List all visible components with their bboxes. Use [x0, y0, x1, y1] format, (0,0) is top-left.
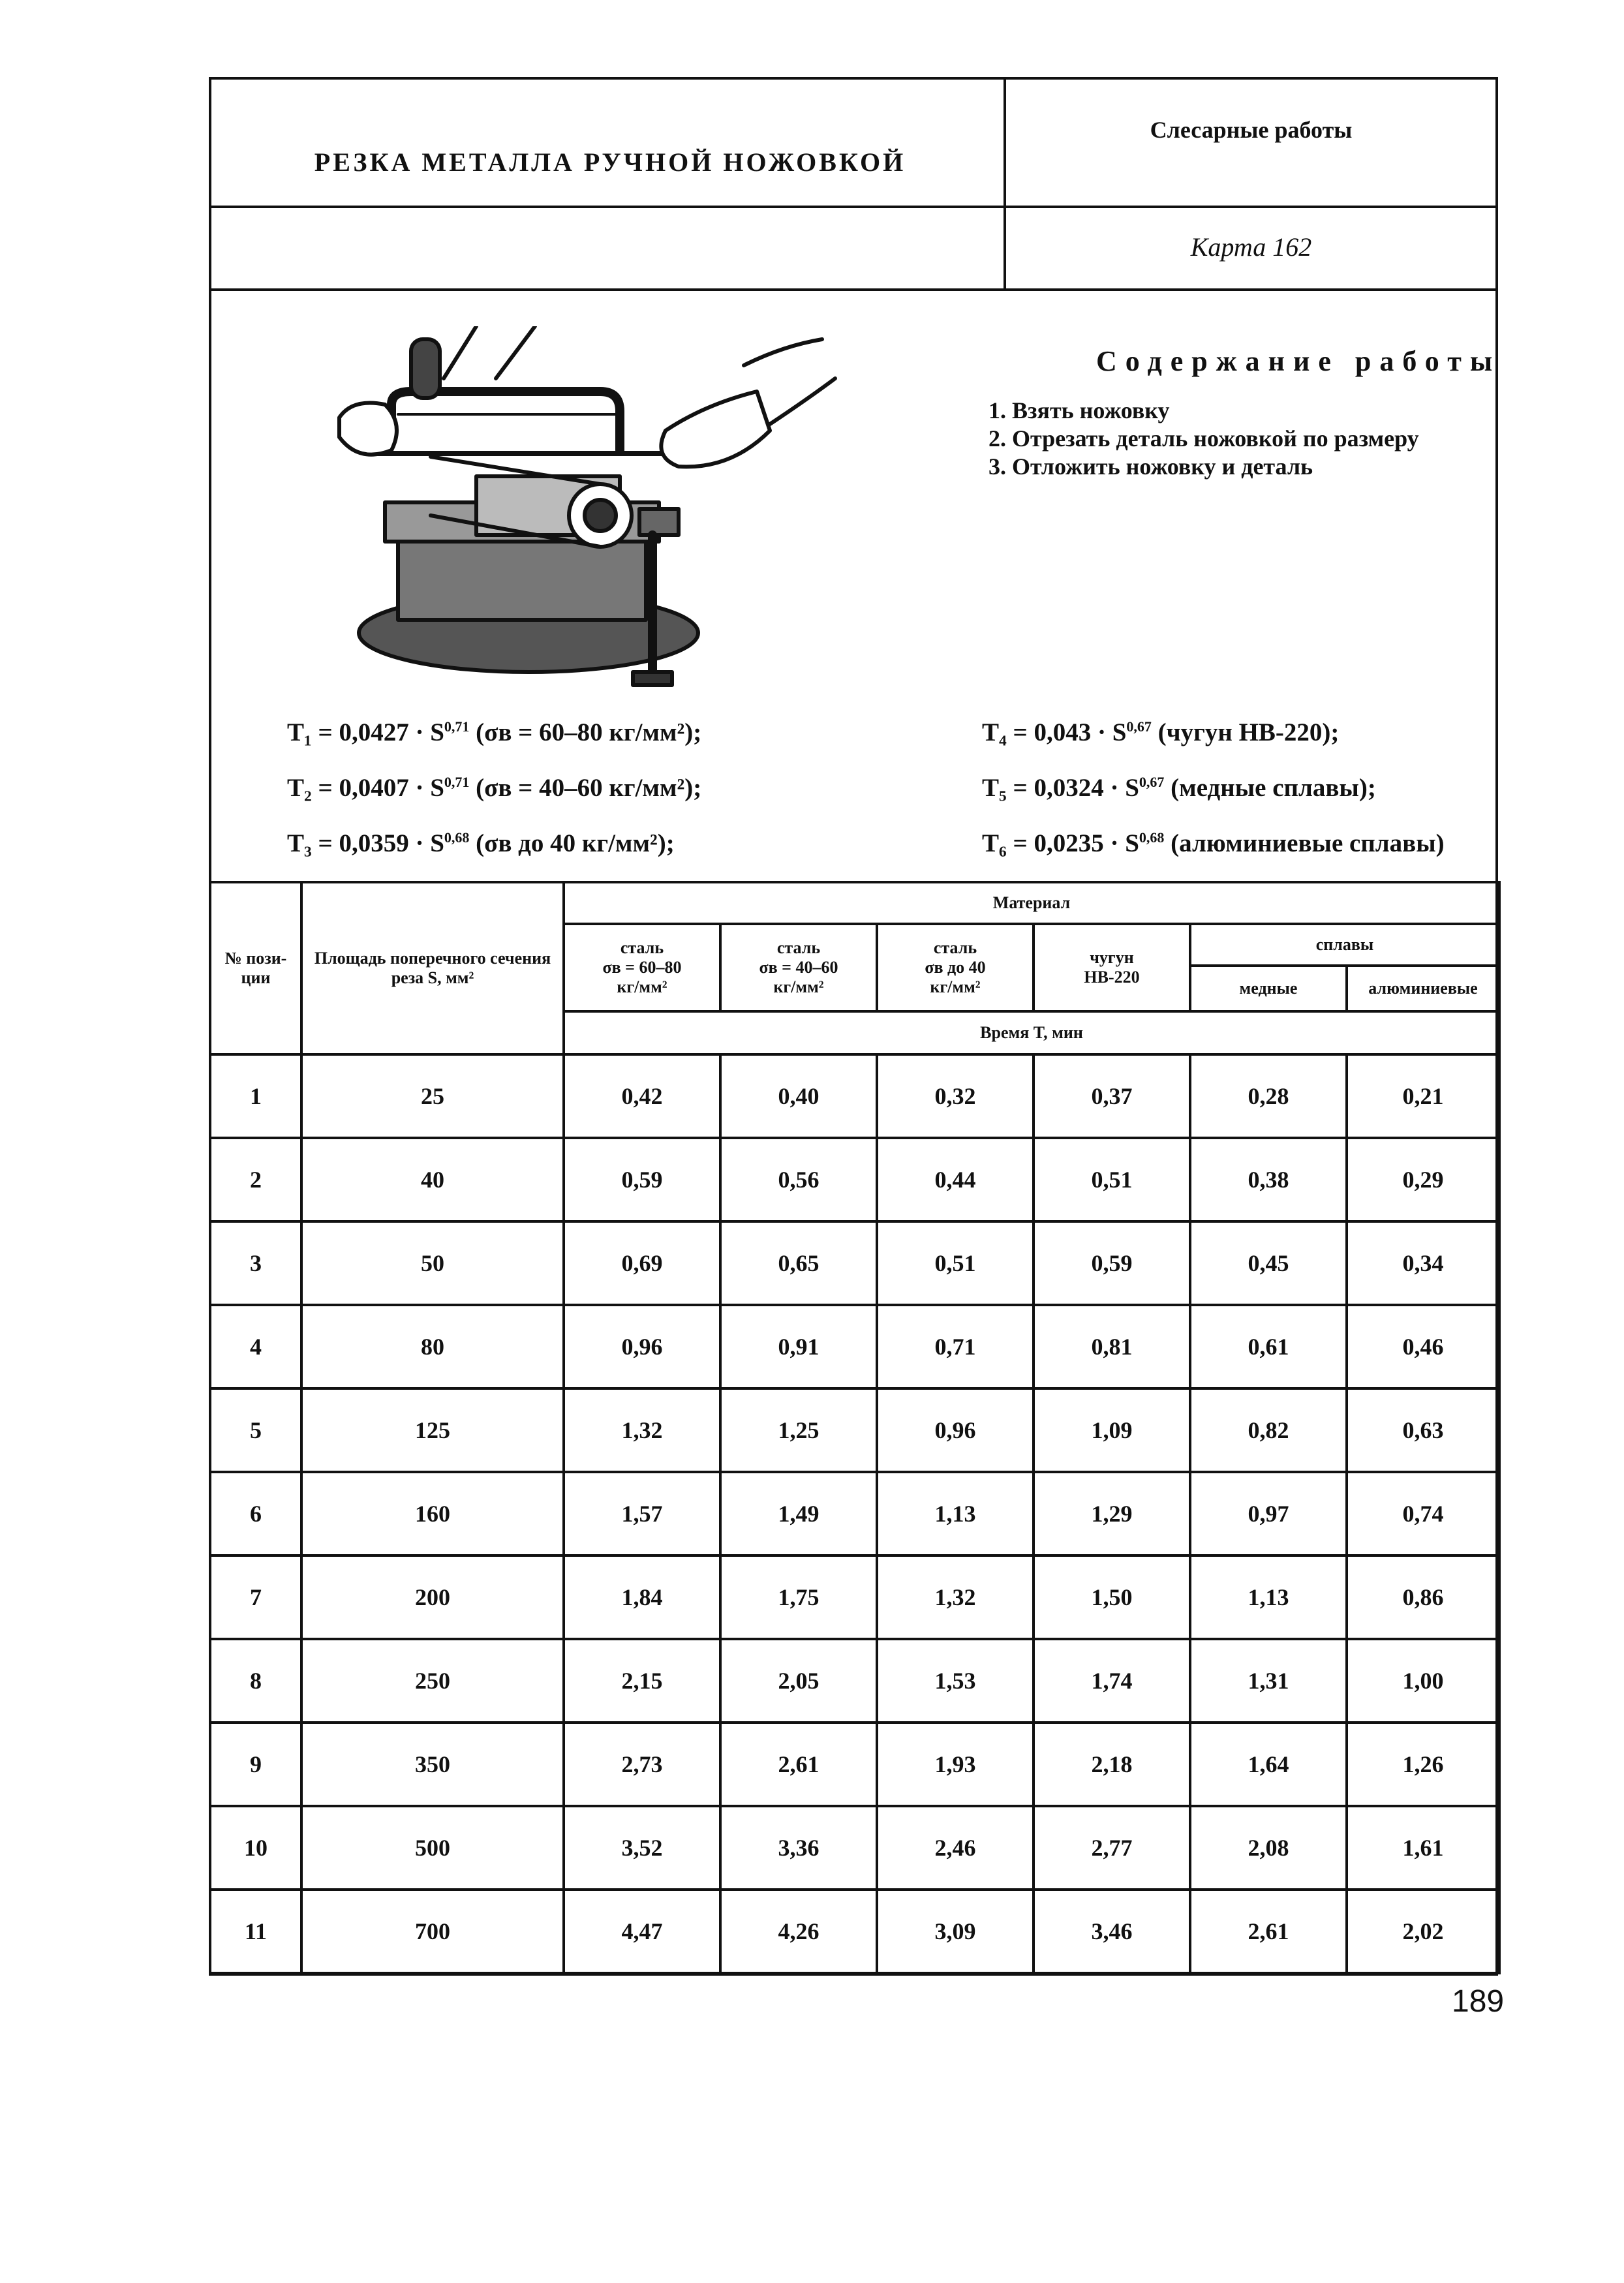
table-cell: 1,84	[564, 1555, 720, 1639]
table-cell: 1,09	[1034, 1388, 1190, 1472]
table-cell: 0,28	[1190, 1054, 1347, 1138]
formula-t4: T₄ = 0,043 · S$^{0,67}$ (чугун НВ-220);	[982, 718, 1340, 746]
table-cell: 3,09	[877, 1890, 1034, 1973]
work-content-title: Содержание работы	[1096, 345, 1501, 377]
header-line: сталь	[933, 938, 977, 958]
table-cell: 7	[210, 1555, 301, 1639]
header-line: σв = 60–80	[602, 958, 682, 977]
table-cell: 6	[210, 1472, 301, 1555]
table-row	[210, 1555, 1499, 1639]
table-cell: 2,46	[877, 1806, 1034, 1890]
table-cell: 0,91	[720, 1305, 877, 1388]
table-cell: 40	[301, 1138, 564, 1221]
table-cell: 1,29	[1034, 1472, 1190, 1555]
table-cell: 0,96	[564, 1305, 720, 1388]
table-cell: 2,02	[1347, 1890, 1499, 1973]
table-cell: 2,08	[1190, 1806, 1347, 1890]
table-cell: 1,93	[877, 1723, 1034, 1806]
formula-t5: T₅ = 0,0324 · S$^{0,67}$ (медные сплавы);	[982, 774, 1376, 802]
table-cell: 2,77	[1034, 1806, 1190, 1890]
table-row	[210, 1472, 1499, 1555]
header-right-divider	[1005, 206, 1498, 208]
formula-t1: T₁ = 0,0427 · S$^{0,71}$ (σв = 60–80 кг/мм²);	[287, 718, 702, 746]
formula-coef: 0,0407 · S	[339, 774, 444, 802]
formula-exponent: 0,67	[1126, 718, 1152, 735]
table-cell: 0,44	[877, 1138, 1034, 1221]
table-cell: 9	[210, 1723, 301, 1806]
formula-t3: T₃ = 0,0359 · S$^{0,68}$ (σв до 40 кг/мм²);	[287, 829, 675, 857]
formula-lhs: T₁	[287, 718, 312, 746]
formula-condition: (чугун НВ-220);	[1157, 718, 1340, 746]
steel-60-80-header	[564, 924, 720, 1011]
table-cell: 200	[301, 1555, 564, 1639]
table-cell: 250	[301, 1639, 564, 1723]
table-cell: 0,32	[877, 1054, 1034, 1138]
table-cell: 0,46	[1347, 1305, 1499, 1388]
table-row	[210, 1221, 1499, 1305]
table-cell: 1,64	[1190, 1723, 1347, 1806]
table-cell: 0,38	[1190, 1138, 1347, 1221]
work-step: 3. Отложить ножовку и деталь	[988, 453, 1313, 480]
formula-lhs: T₆	[982, 829, 1007, 857]
formula-exponent: 0,68	[444, 829, 470, 846]
table-cell: 0,59	[564, 1138, 720, 1221]
work-step: 1. Взять ножовку	[988, 397, 1170, 423]
table-row	[210, 1054, 1499, 1138]
hacksaw-vise-illustration	[313, 326, 861, 692]
table-cell: 1,53	[877, 1639, 1034, 1723]
table-cell: 0,40	[720, 1054, 877, 1138]
table-row	[210, 1305, 1499, 1388]
table-cell: 0,51	[1034, 1138, 1190, 1221]
table-cell: 0,37	[1034, 1054, 1190, 1138]
table-cell: 0,74	[1347, 1472, 1499, 1555]
table-cell: 4	[210, 1305, 301, 1388]
table-cell: 0,51	[877, 1221, 1034, 1305]
copper-alloys-header: медные	[1190, 966, 1347, 1011]
table-cell: 1,13	[1190, 1555, 1347, 1639]
table-cell: 1,61	[1347, 1806, 1499, 1890]
table-cell: 2,73	[564, 1723, 720, 1806]
header-line: сталь	[776, 938, 821, 958]
card-number: Карта 162	[1190, 232, 1312, 262]
header-line: сталь	[620, 938, 664, 958]
table-cell: 1,25	[720, 1388, 877, 1472]
formula-lhs: T₃	[287, 829, 312, 857]
steel-to-40-header	[877, 924, 1034, 1011]
table-cell: 25	[301, 1054, 564, 1138]
header-line: чугун	[1090, 948, 1134, 968]
table-cell: 0,59	[1034, 1221, 1190, 1305]
formula-lhs: T₅	[982, 774, 1007, 802]
formula-lhs: T₂	[287, 774, 312, 802]
table-cell: 5	[210, 1388, 301, 1472]
header-line: НВ-220	[1084, 968, 1140, 987]
table-cell: 2,05	[720, 1639, 877, 1723]
position-column-header: № пози-ции	[210, 882, 301, 1054]
time-header: Время T, мин	[564, 1011, 1499, 1054]
table-cell: 80	[301, 1305, 564, 1388]
table-cell: 0,97	[1190, 1472, 1347, 1555]
table-cell: 0,42	[564, 1054, 720, 1138]
table-cell: 1,75	[720, 1555, 877, 1639]
formula-coef: 0,0359 · S	[339, 829, 444, 857]
header-line: кг/мм²	[930, 977, 981, 996]
page-number: 189	[1452, 1984, 1505, 2019]
formula-t6: T₆ = 0,0235 · S$^{0,68}$ (алюминиевые сплавы)	[982, 829, 1445, 857]
material-header: Материал	[564, 882, 1499, 924]
table-cell: 3,46	[1034, 1890, 1190, 1973]
formula-coef: 0,0324 · S	[1034, 774, 1139, 802]
header-line: σв = 40–60	[759, 958, 838, 977]
header-vertical-divider	[1004, 77, 1006, 290]
table-cell: 0,71	[877, 1305, 1034, 1388]
table-cell: 0,86	[1347, 1555, 1499, 1639]
table-cell: 0,69	[564, 1221, 720, 1305]
formula-exponent: 0,67	[1139, 774, 1165, 790]
table-cell: 0,45	[1190, 1221, 1347, 1305]
formula-condition: (σв до 40 кг/мм²);	[476, 829, 675, 857]
table-cell: 700	[301, 1890, 564, 1973]
formula-condition: (σв = 60–80 кг/мм²);	[476, 718, 702, 746]
table-row	[210, 1806, 1499, 1890]
table-cell: 0,81	[1034, 1305, 1190, 1388]
table-cell: 0,29	[1347, 1138, 1499, 1221]
table-cell: 2	[210, 1138, 301, 1221]
header-line: кг/мм²	[773, 977, 824, 996]
table-cell: 2,15	[564, 1639, 720, 1723]
area-column-header: Площадь поперечного сечения реза S, мм²	[301, 882, 564, 1054]
table-cell: 0,65	[720, 1221, 877, 1305]
table-cell: 11	[210, 1890, 301, 1973]
table-cell: 2,18	[1034, 1723, 1190, 1806]
table-cell: 350	[301, 1723, 564, 1806]
formula-condition: (σв = 40–60 кг/мм²);	[476, 774, 702, 802]
cast-iron-header	[1034, 924, 1190, 1011]
table-cell: 0,61	[1190, 1305, 1347, 1388]
table-cell: 3,52	[564, 1806, 720, 1890]
table-cell: 1,13	[877, 1472, 1034, 1555]
header-bottom-line	[209, 288, 1498, 291]
table-cell: 1,26	[1347, 1723, 1499, 1806]
table-cell: 1,32	[564, 1388, 720, 1472]
table-cell: 500	[301, 1806, 564, 1890]
formula-condition: (алюминиевые сплавы)	[1171, 829, 1445, 857]
table-cell: 0,96	[877, 1388, 1034, 1472]
table-cell: 4,26	[720, 1890, 877, 1973]
formula-coef: 0,0235 · S	[1034, 829, 1139, 857]
table-cell: 50	[301, 1221, 564, 1305]
formula-lhs: T₄	[982, 718, 1007, 746]
header-line: кг/мм²	[617, 977, 667, 996]
formula-condition: (медные сплавы);	[1171, 774, 1376, 802]
table-row	[210, 1639, 1499, 1723]
alloys-header: сплавы	[1190, 924, 1499, 966]
formula-coef: 0,043 · S	[1034, 718, 1127, 746]
category-label: Слесарные работы	[1150, 117, 1353, 143]
formula-exponent: 0,71	[444, 774, 470, 790]
work-steps-list	[988, 397, 1419, 482]
table-cell: 1,00	[1347, 1639, 1499, 1723]
table-cell: 8	[210, 1639, 301, 1723]
table-cell: 2,61	[1190, 1890, 1347, 1973]
table-cell: 1,50	[1034, 1555, 1190, 1639]
steel-40-60-header	[720, 924, 877, 1011]
page-title: РЕЗКА МЕТАЛЛА РУЧНОЙ НОЖОВКОЙ	[314, 147, 906, 177]
table-row	[210, 1388, 1499, 1472]
table-cell: 1,57	[564, 1472, 720, 1555]
formula-t2: T₂ = 0,0407 · S$^{0,71}$ (σв = 40–60 кг/мм²);	[287, 774, 702, 802]
table-cell: 125	[301, 1388, 564, 1472]
formula-exponent: 0,71	[444, 718, 470, 735]
work-step: 2. Отрезать деталь ножовкой по размеру	[988, 425, 1419, 452]
table-cell: 0,56	[720, 1138, 877, 1221]
table-row	[210, 1890, 1499, 1973]
table-row	[210, 1138, 1499, 1221]
table-cell: 4,47	[564, 1890, 720, 1973]
table-cell: 1	[210, 1054, 301, 1138]
table-cell: 1,74	[1034, 1639, 1190, 1723]
cutting-time-table	[209, 881, 1501, 1974]
table-cell: 0,63	[1347, 1388, 1499, 1472]
table-row	[210, 1723, 1499, 1806]
table-cell: 1,49	[720, 1472, 877, 1555]
table-cell: 10	[210, 1806, 301, 1890]
table-cell: 160	[301, 1472, 564, 1555]
table-cell: 3	[210, 1221, 301, 1305]
table-cell: 1,31	[1190, 1639, 1347, 1723]
aluminum-alloys-header: алюминиевые	[1347, 966, 1499, 1011]
header-line: σв до 40	[925, 958, 986, 977]
table-cell: 0,82	[1190, 1388, 1347, 1472]
formula-exponent: 0,68	[1139, 829, 1165, 846]
table-cell: 0,21	[1347, 1054, 1499, 1138]
formula-coef: 0,0427 · S	[339, 718, 444, 746]
table-cell: 3,36	[720, 1806, 877, 1890]
table-cell: 2,61	[720, 1723, 877, 1806]
table-cell: 0,34	[1347, 1221, 1499, 1305]
table-cell: 1,32	[877, 1555, 1034, 1639]
